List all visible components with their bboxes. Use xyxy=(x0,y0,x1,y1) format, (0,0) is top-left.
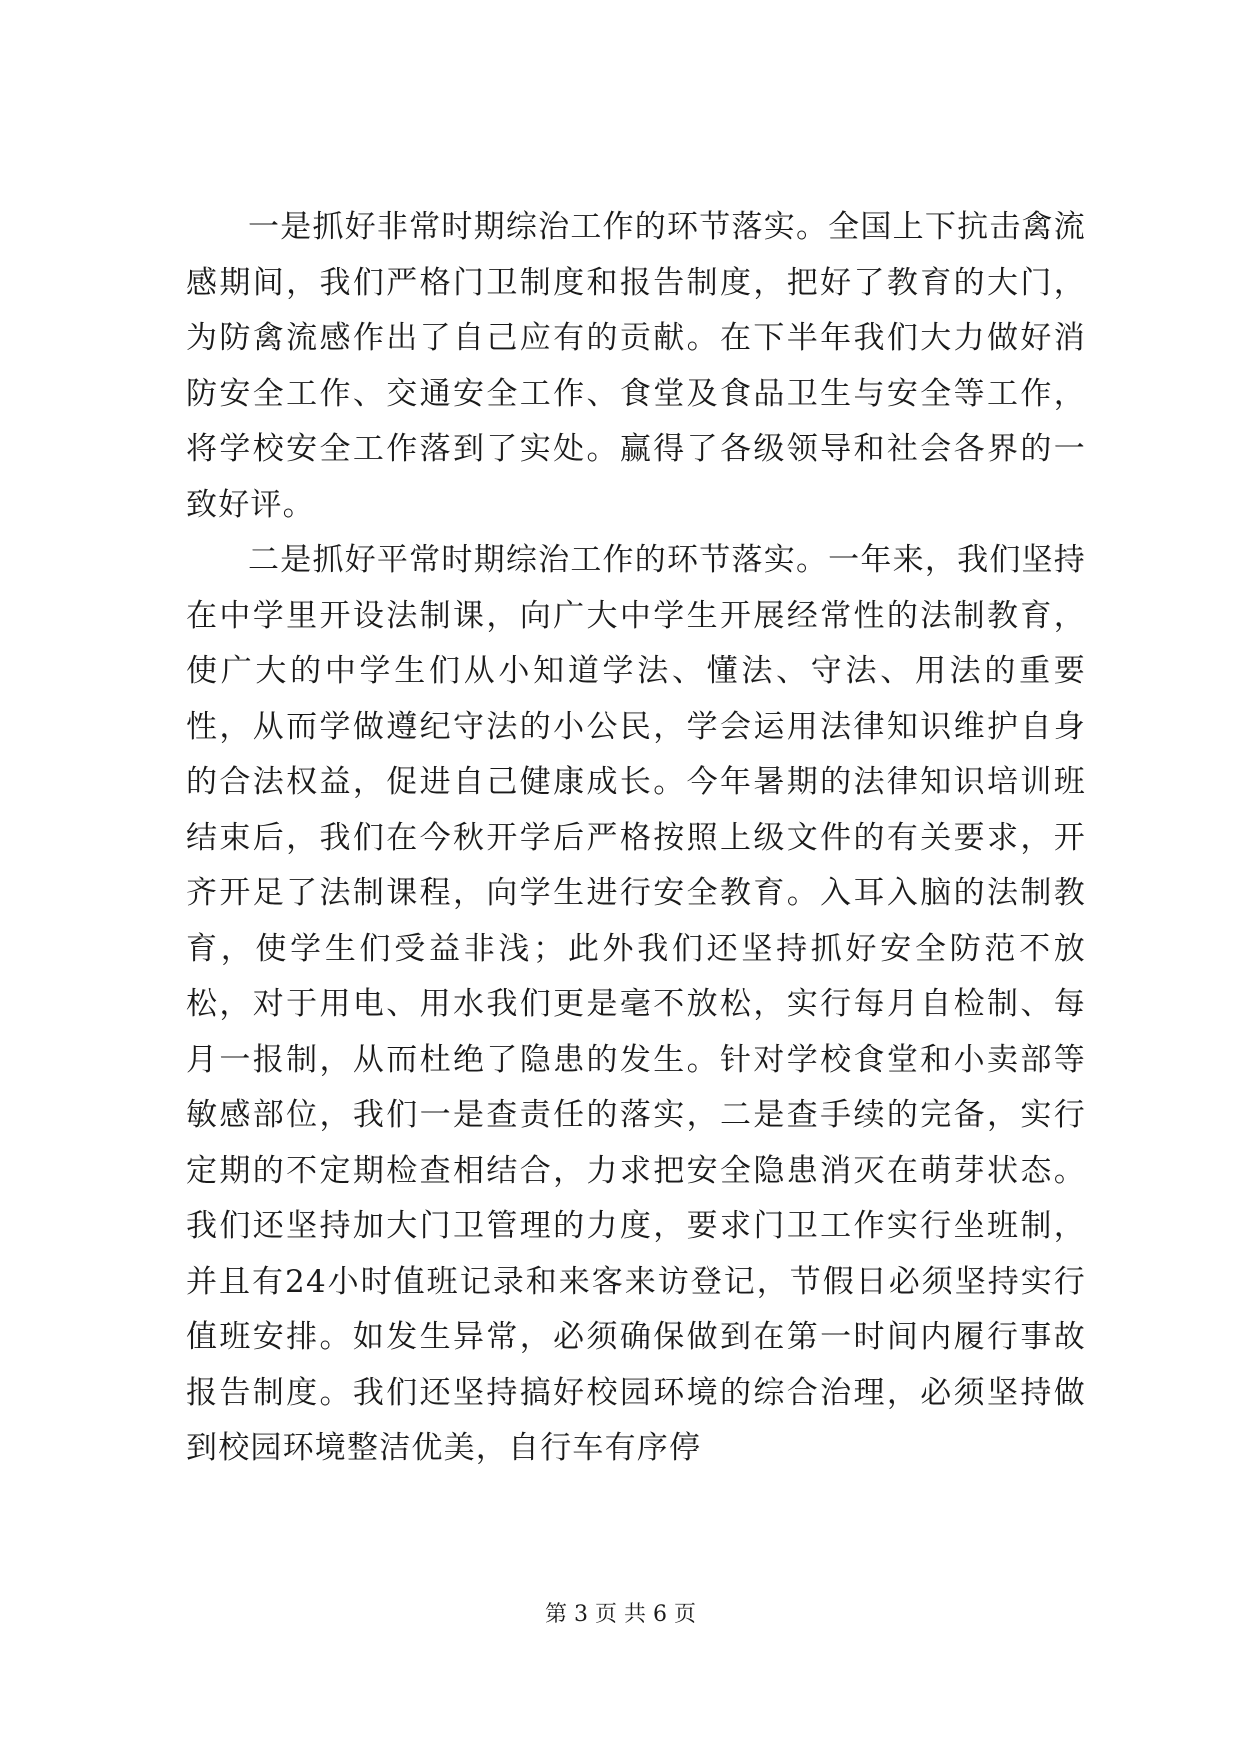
paragraph-1: 一是抓好非常时期综治工作的环节落实。全国上下抗击禽流感期间，我们严格门卫制度和报告制度，把好了教育的大门，为防禽流感作出了自己应有的贡献。在下半年我们大力做好消防安全工作、交通安全工作、食堂及食品卫生与安全等工作，将学校安全工作落到了实处。赢得了各级领导和社会各界的一致好评。 xyxy=(186,209,1086,523)
document-body xyxy=(186,200,1086,1477)
paragraph-2: 二是抓好平常时期综治工作的环节落实。一年来，我们坚持在中学里开设法制课，向广大中学生开展经常性的法制教育，使广大的中学生们从小知道学法、懂法、守法、用法的重要性，从而学做遵纪守法的小公民，学会运用法律知识维护自身的合法权益，促进自己健康成长。今年暑期的法律知识培训班结束后，我们在今秋开学后严格按照上级文件的有关要求，开齐开足了法制课程，向学生进行安全教育。入耳入脑的法制教育，使学生们受益非浅；此外我们还坚持抓好安全防范不放松，对于用电、用水我们更是毫不放松，实行每月自检制、每月一报制，从而杜绝了隐患的发生。针对学校食堂和小卖部等敏感部位，我们一是查责任的落实，二是查手续的完备，实行定期的不定期检查相结合，力求把安全隐患消灭在萌芽状态。我们还坚持加大门卫管理的力度，要求门卫工作实行坐班制，并且有24小时值班记录和来客来访登记，节假日必须坚持实行值班安排。如发生异常，必须确保做到在第一时间内履行事故报告制度。我们还坚持搞好校园环境的综合治理，必须坚持做到校园环境整洁优美，自行车有序停 xyxy=(186,542,1086,1466)
page-footer xyxy=(0,1600,1241,1630)
page-number-label: 第 3 页 共 6 页 xyxy=(545,1602,696,1627)
